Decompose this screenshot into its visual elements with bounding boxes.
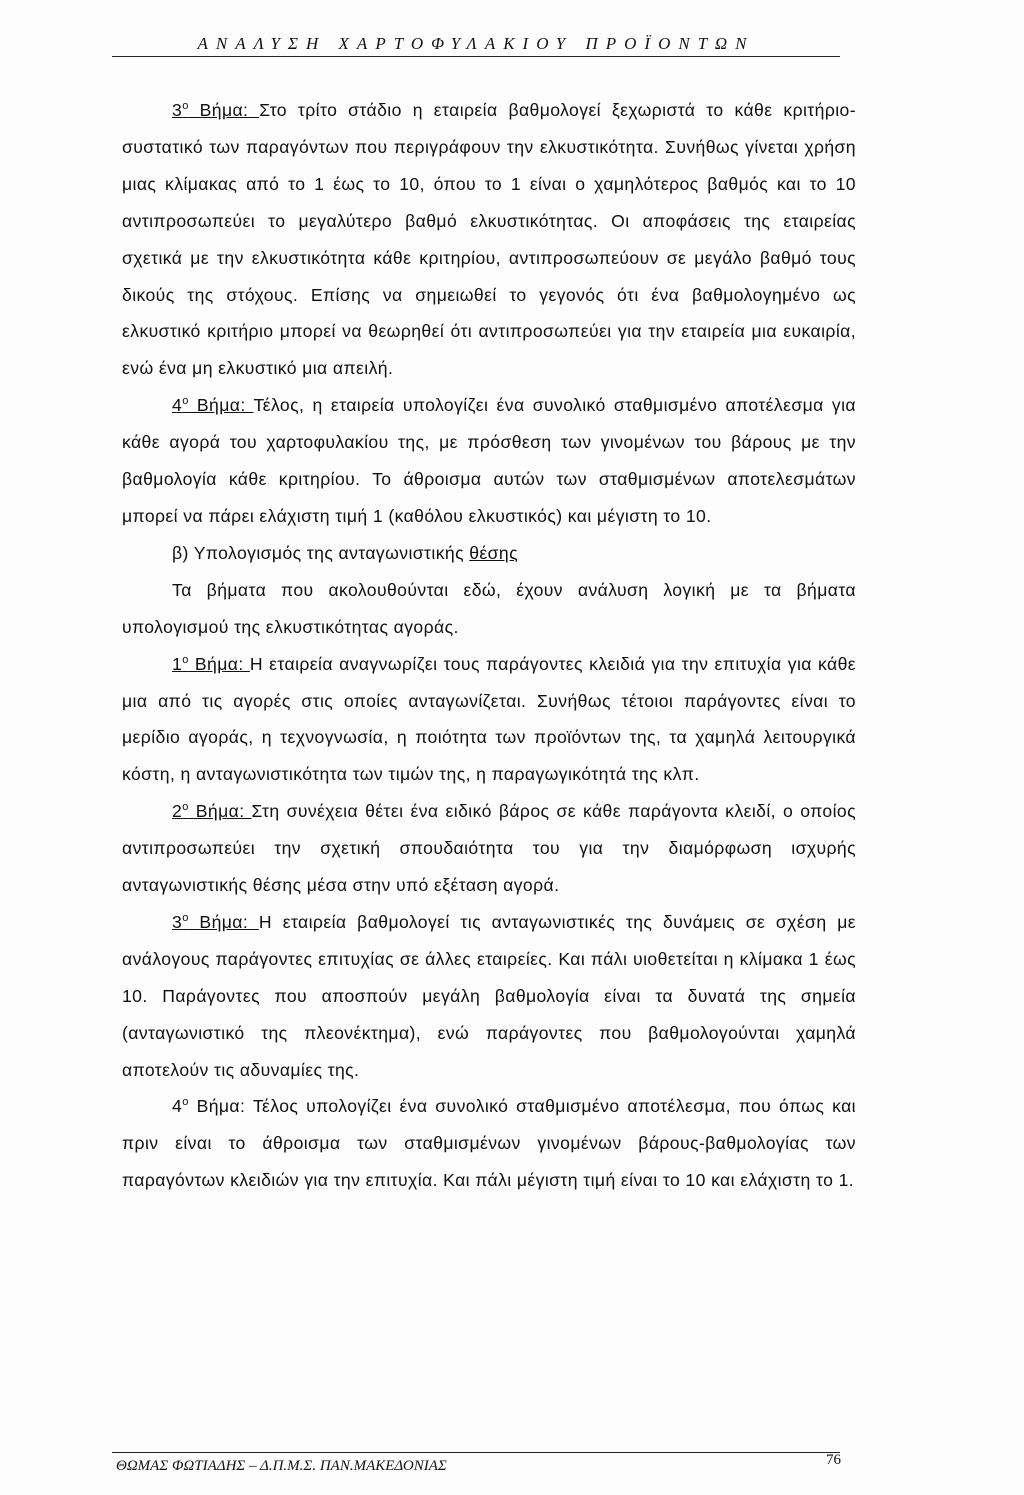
step-number: 2 (172, 801, 183, 822)
step-label (172, 100, 259, 120)
body-text (122, 92, 856, 1199)
step-label (172, 654, 250, 674)
step-word: Βήμα: (188, 653, 250, 674)
step-ordinal: ο (182, 801, 189, 814)
step-ordinal: ο (182, 395, 189, 408)
paragraph-text: Τέλος υπολογίζει ένα συνολικό σταθμισμένο αποτέλεσμα, που όπως και πριν είναι το άθροισμα των σταθμισμένων γινομένων βάρους-βαθμολογίας των παραγόντων κλειδιών για την επιτυχία. Και πάλι μέγιστη τιμή είναι το 10 και ελάχιστη το 1. (122, 1096, 856, 1191)
paragraph-step4-competitive (122, 1088, 856, 1199)
step-label (172, 395, 254, 415)
step-label (172, 1096, 253, 1116)
step-number: 4 (172, 395, 183, 416)
step-word: Βήμα: (188, 1096, 253, 1117)
step-ordinal: ο (182, 1096, 189, 1109)
paragraph-step1-competitive (122, 646, 856, 794)
paragraph-step3-competitive (122, 904, 856, 1089)
paragraph-text: Τα βήματα που ακολουθούνται εδώ, έχουν ανάλυση λογική με τα βήματα υπολογισμού της ελκυστικότητας αγοράς. (122, 579, 856, 637)
step-number: 1 (172, 653, 183, 674)
heading-text-underlined: θέσης (469, 542, 519, 563)
step-label (172, 912, 259, 932)
footer-divider (112, 1452, 840, 1453)
paragraph-text: Στη συνέχεια θέτει ένα ειδικό βάρος σε κάθε παράγοντα κλειδί, ο οποίος αντιπροσωπεύει την σχετική σπουδαιότητα του για την διαμόρφωση ισχυρής ανταγωνιστικής θέσης μέσα στην υπό εξέταση αγορά. (122, 801, 856, 896)
footer-author: ΘΩΜΑΣ ΦΩΤΙΑΔΗΣ – Δ.Π.Μ.Σ. ΠΑΝ.ΜΑΚΕΔΟΝΙΑΣ (116, 1458, 447, 1474)
step-word: Βήμα: (188, 395, 254, 416)
paragraph-text: Η εταιρεία αναγνωρίζει τους παράγοντες κλειδιά για την επιτυχία για κάθε μια από τις αγορές στις οποίες ανταγωνίζεται. Συνήθως τέτοιοι παράγοντες είναι το μερίδιο αγοράς, η τεχνογνωσία, η ποιότητα των προϊόντων της, τα χαμηλά λειτουργικά κόστη, η ανταγωνιστικότητα των τιμών της, η παραγωγικότητά της κλπ. (122, 653, 857, 785)
paragraph-step4-attractiveness (122, 387, 856, 535)
step-ordinal: ο (182, 100, 189, 113)
step-number: 4 (172, 1096, 183, 1117)
step-word: Βήμα: (188, 801, 252, 822)
step-ordinal: ο (182, 653, 189, 666)
paragraph-text: Στο τρίτο στάδιο η εταιρεία βαθμολογεί ξεχωριστά το κάθε κριτήριο- συστατικό των παραγόντων που περιγράφουν την ελκυστικότητα. Συνήθως γίνεται χρήση μιας κλίμακας από το 1 έως το 10, όπου το 1 είναι ο χαμηλότερος βαθμός και το 10 αντιπροσωπεύει το μεγαλύτερο βαθμό ελκυστικότητας. Οι αποφάσεις της εταιρείας σχετικά με την ελκυστικότητα κάθε κριτηρίου, αντιπροσωπεύουν σε μεγάλο βαθμό τους δικούς της στόχους. Επίσης να σημειωθεί το γεγονός ότι ένα βαθμολογημένο ως ελκυστικό κριτήριο μπορεί να θεωρηθεί ότι αντιπροσωπεύει για την εταιρεία μια ευκαιρία, ενώ ένα μη ελκυστικό μια απειλή. (122, 100, 856, 379)
paragraph-step2-competitive (122, 793, 856, 904)
step-number: 3 (172, 100, 183, 120)
step-number: 3 (172, 911, 183, 932)
page-number: 76 (826, 1452, 841, 1468)
step-word: Βήμα: (188, 100, 260, 120)
step-word: Βήμα: (188, 911, 259, 932)
page-header: ΑΝΑΛΥΣΗ ΧΑΡΤΟΦΥΛΑΚΙΟΥ ΠΡΟΪΟΝΤΩΝ (112, 34, 840, 57)
paragraph-step3-attractiveness (122, 92, 856, 387)
step-label (172, 801, 252, 821)
paragraph-text: Η εταιρεία βαθμολογεί τις ανταγωνιστικές της δυνάμεις σε σχέση με ανάλογους παράγοντες επιτυχίας σε άλλες εταιρείες. Και πάλι υιοθετείται η κλίμακα 1 έως 10. Παράγοντες που αποσπούν μεγάλη βαθμολογία είναι τα δυνατά της σημεία (ανταγωνιστικό της πλεονέκτημα), ενώ παράγοντες που βαθμολογούνται χαμηλά αποτελούν τις αδυναμίες της. (122, 911, 856, 1080)
paragraph-intro-steps (122, 572, 856, 646)
paragraph-text: Τέλος, η εταιρεία υπολογίζει ένα συνολικό σταθμισμένο αποτέλεσμα για κάθε αγορά του χαρτοφυλακίου της, με πρόσθεση των γινομένων του βάρους με την βαθμολογία κάθε κριτηρίου. Το άθροισμα αυτών των σταθμισμένων αποτελεσμάτων μπορεί να πάρει ελάχιστη τιμή 1 (καθόλου ελκυστικός) και μέγιστη το 10. (122, 395, 856, 526)
heading-text: β) Υπολογισμός της ανταγωνιστικής (172, 542, 470, 563)
section-heading-competitive-position (122, 535, 856, 572)
step-ordinal: ο (182, 912, 189, 925)
